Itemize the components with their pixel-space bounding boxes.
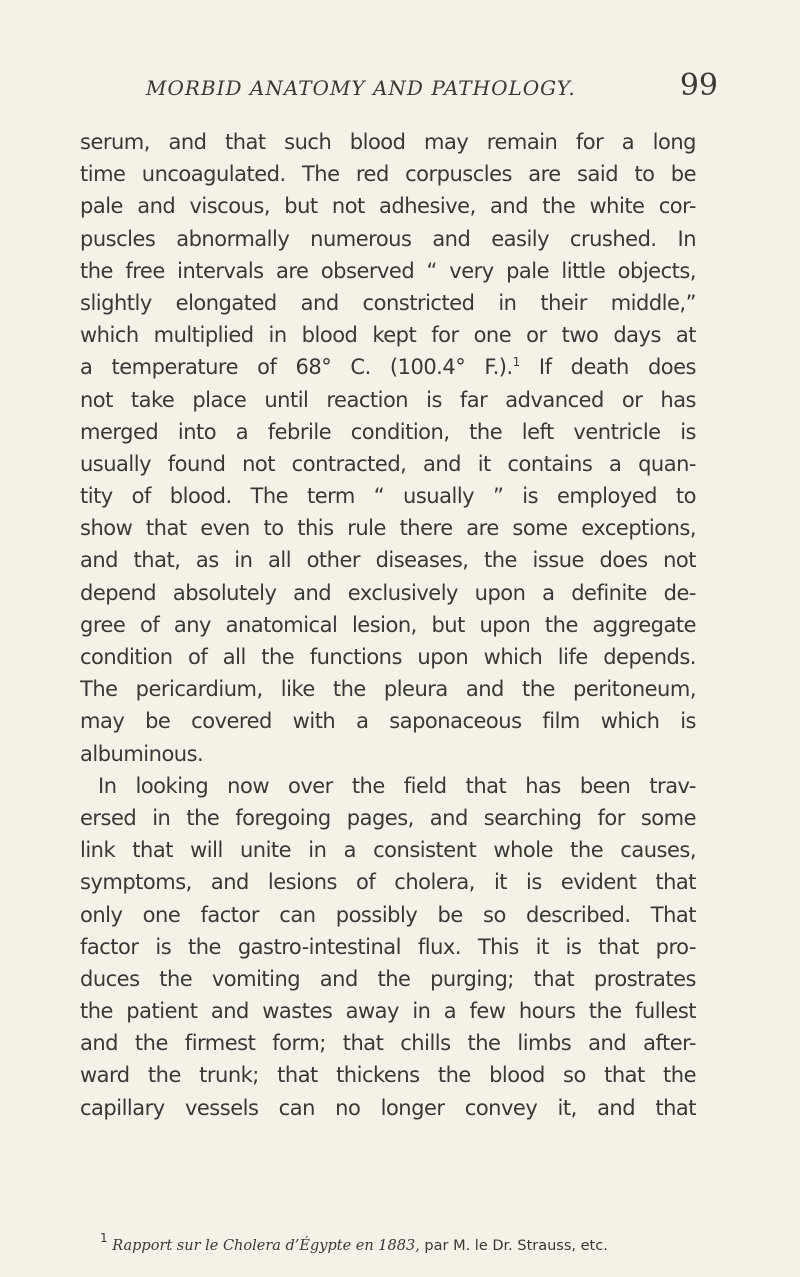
footnote-citation-title: Rapport sur le Cholera d’Égypte en 1883, [112, 1238, 420, 1254]
text-line: usually found not contracted, and it contains a quan- [80, 451, 696, 476]
body-text [80, 126, 696, 1124]
text-line: show that even to this rule there are some exceptions, [80, 516, 696, 541]
running-head [80, 68, 718, 112]
text-line: duces the vomiting and the purging; that prostrates [80, 966, 696, 991]
text-line: not take place until reaction is far advanced or has [80, 387, 696, 412]
page-number: 99 [679, 68, 718, 103]
text-line: puscles abnormally numerous and easily crushed. In [80, 226, 696, 251]
text-line: gree of any anatomical lesion, but upon the aggregate [80, 612, 696, 637]
text-line: merged into a febrile condition, the left ventricle is [80, 419, 696, 444]
text-line: slightly elongated and constricted in their middle,” [80, 290, 696, 315]
text-line: condition of all the functions upon which life depends. [80, 645, 696, 669]
text-line: In looking now over the field that has been trav- [98, 773, 696, 798]
text-line: ward the trunk; that thickens the blood so that the [80, 1063, 696, 1088]
text-line: serum, and that such blood may remain for a long [80, 130, 696, 154]
text-line: albuminous. [80, 741, 204, 766]
footnote-reference: 1 [512, 355, 520, 370]
text-line: and the firmest form; that chills the limbs and after- [80, 1031, 696, 1056]
text-line-with-footnote [80, 351, 696, 383]
text-line: depend absolutely and exclusively upon a definite de- [80, 580, 696, 605]
text-line: link that will unite in a consistent whole the causes, [80, 838, 696, 863]
text-line: the free intervals are observed “ very pale little objects, [80, 258, 696, 283]
text-line: ersed in the foregoing pages, and searching for some [80, 805, 696, 830]
text-line: pale and viscous, but not adhesive, and the white cor- [80, 194, 696, 219]
text-line: and that, as in all other diseases, the issue does not [80, 548, 696, 573]
text-line: The pericardium, like the pleura and the peritoneum, [80, 677, 696, 702]
text-line: may be covered with a saponaceous film which is [80, 709, 696, 734]
text-line: tity of blood. The term “ usually ” is employed to [80, 484, 696, 509]
footnote-citation-rest: par M. le Dr. Strauss, etc. [419, 1238, 608, 1254]
text-line: only one factor can possibly be so described. That [80, 902, 696, 927]
text-line: symptoms, and lesions of cholera, it is evident that [80, 870, 696, 895]
text-segment: If death does [519, 355, 696, 380]
text-line: which multiplied in blood kept for one or two days at [80, 323, 696, 348]
footnote [100, 1231, 680, 1254]
text-line: factor is the gastro-intestinal flux. This it is that pro- [80, 934, 696, 959]
text-segment: a temperature of 68° C. (100.4° F.). [80, 355, 513, 380]
text-line: time uncoagulated. The red corpuscles are said to be [80, 162, 696, 187]
text-line: the patient and wastes away in a few hours the fullest [80, 999, 696, 1024]
footnote-marker: 1 [100, 1231, 108, 1245]
running-head-title: MORBID ANATOMY AND PATHOLOGY. [146, 76, 576, 100]
text-line: capillary vessels can no longer convey it, and that [80, 1095, 696, 1120]
